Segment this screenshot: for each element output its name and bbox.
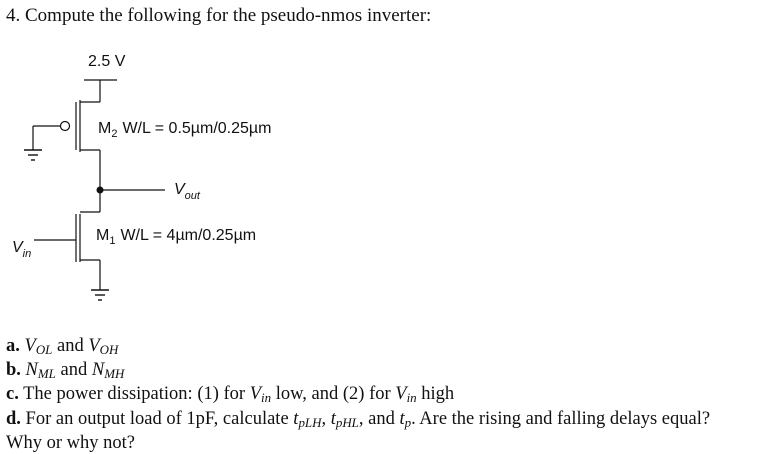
question-c: c. The power dissipation: (1) for $V_{in}$ low, and (2) for $V_{in}$ high — [6, 384, 455, 406]
question-d: d. For an output load of 1pF, calculate $t_{pLH}$, $t_{pHL}$, and $t_p$. Are the rising and falling delays equal? — [6, 408, 711, 430]
question-c-letter: c. — [6, 384, 19, 405]
question-a: a. $V_{OL}$ and $V_{OH}$ — [6, 336, 119, 358]
vout-label: $V_{out}$ — [174, 181, 200, 202]
question-d-letter: d. — [6, 408, 21, 429]
ground-symbol-left — [24, 150, 42, 160]
ground-symbol-bottom — [91, 290, 109, 300]
output-node-dot — [97, 187, 104, 194]
question-a-letter: a. — [6, 336, 20, 356]
m2-label: $M_2$ W/L = 0.5µm/0.25µm — [98, 120, 272, 140]
m1-label: $M_1$ W/L = 4µm/0.25µm — [96, 227, 257, 247]
vin-label: $V_{in}$ — [12, 239, 32, 260]
question-d-continued: Why or why not? — [6, 432, 135, 453]
problem-heading: 4. Compute the following for the pseudo-nmos inverter: — [6, 5, 432, 26]
supply-voltage-label: 2.5 V — [88, 53, 126, 70]
m2-gate-bubble — [61, 122, 70, 131]
question-b-letter: b. — [6, 360, 21, 381]
question-list — [6, 336, 770, 454]
question-b: b. $N_{ML}$ and $N_{MH}$ — [6, 360, 125, 382]
